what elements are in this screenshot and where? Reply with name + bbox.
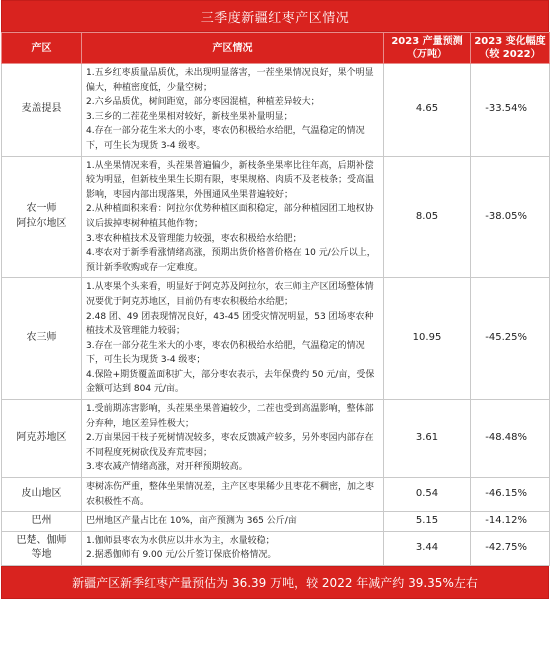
situation-item: 1.从坐果情况来看，头茬果普遍偏少，新枝条坐果率比往年高，后期补偿较为明显，但新枝坐果生长期有限，枣果规格、肉质不及老枝条；受高温影响，枣园内部出现落果，外围通风坐果普遍较好； — [86, 160, 375, 200]
situation-item: 3.三乡的二茬花坐果相对较好，新枝坐果补量明显； — [86, 111, 293, 122]
table-row — [2, 156, 550, 278]
situation-item: 2.万亩果园干枝子死树情况较多，枣农反馈减产较多，另外枣园内部存在不同程度死树砍伐及弃荒枣园； — [86, 433, 374, 458]
forecast-cell: 10.95 — [384, 278, 471, 400]
forecast-cell: 3.44 — [384, 531, 471, 565]
table-row — [2, 531, 550, 565]
region-name: 等地 — [31, 549, 52, 561]
report-sheet — [1, 0, 549, 599]
change-cell: -48.48% — [471, 400, 550, 478]
region-cell — [2, 478, 82, 512]
header-change: 2023 变化幅度（较 2022） — [471, 33, 550, 64]
situation-item: 2.48 团、49 团表现情况良好，43-45 团受灾情况明显，53 团场枣农种植技术及管理能力较弱； — [86, 311, 374, 337]
table-header-row — [2, 33, 550, 64]
change-cell: -46.15% — [471, 478, 550, 512]
situation-item: 巴州地区产量占比在 10%，亩产预测为 365 公斤/亩 — [86, 516, 297, 527]
forecast-cell: 0.54 — [384, 478, 471, 512]
region-name: 阿拉尔地区 — [16, 217, 67, 229]
production-table — [1, 32, 550, 566]
situation-cell — [82, 400, 384, 478]
change-cell: -42.75% — [471, 531, 550, 565]
table-row — [2, 478, 550, 512]
situation-item: 2.六乡品质优，树间距宽，部分枣园混植，种植差异较大； — [86, 97, 320, 108]
header-situation: 产区情况 — [82, 33, 384, 64]
situation-cell — [82, 156, 384, 278]
region-cell — [2, 64, 82, 157]
table-row — [2, 512, 550, 532]
situation-cell — [82, 278, 384, 400]
situation-item: 3.存在一部分花生米大的小枣，枣农仍积极给水给肥，气温稳定的情况下，可生长为现货 3-4 级枣； — [86, 340, 365, 366]
region-cell — [2, 156, 82, 278]
region-name: 皮山地区 — [21, 488, 62, 500]
region-name: 阿克苏地区 — [16, 432, 67, 444]
region-name: 麦盖提县 — [21, 103, 62, 115]
region-cell — [2, 531, 82, 565]
change-cell: -45.25% — [471, 278, 550, 400]
situation-item: 1.受前期冻害影响，头茬果坐果普遍较少，二茬也受到高温影响，整体部分弃种，地区差异性极大； — [86, 404, 374, 429]
situation-item: 2.据悉伽师有 9.00 元/公斤签订保底价格情况。 — [86, 550, 277, 561]
situation-item: 枣树冻伤严重，整体坐果情况差，主产区枣果稀少且枣花不稠密，加之枣农积极性不高。 — [86, 482, 375, 507]
header-forecast: 2023 产量预测（万吨） — [384, 33, 471, 64]
region-cell — [2, 400, 82, 478]
table-body — [2, 64, 550, 566]
table-row — [2, 278, 550, 400]
situation-item: 1.五乡红枣质量品质优，未出现明显落害，一茬坐果情况良好，果个明显偏大，种植密度低，少量空树； — [86, 68, 374, 93]
situation-item: 4.枣农对于新季看涨情绪高涨，预期出货价格普价格在 10 元/公斤以上，预计新季收购或存一定难度。 — [86, 248, 376, 273]
forecast-cell: 5.15 — [384, 512, 471, 532]
summary-bar: 新疆产区新季红枣产量预估为 36.39 万吨，较 2022 年减产约 39.35%左右 — [1, 566, 549, 599]
region-name: 农三师 — [26, 332, 57, 344]
region-cell — [2, 278, 82, 400]
forecast-cell: 8.05 — [384, 156, 471, 278]
change-cell: -14.12% — [471, 512, 550, 532]
header-region: 产区 — [2, 33, 82, 64]
situation-item: 1.伽师县枣农为水供应以井水为主，水量较稳； — [86, 535, 275, 546]
situation-item: 4.保险+期货覆盖面积扩大，部分枣农表示，去年保费约 50 元/亩，受保金额可达到 804 元/亩。 — [86, 369, 375, 395]
situation-item: 1.从枣果个头来看，明显好于阿克苏及阿拉尔，农三师主产区团场整体情况要优于阿克苏地区，目前仍有枣农积极给水给肥； — [86, 282, 374, 307]
situation-item: 3.枣农减产情绪高涨，对开秤预期较高。 — [86, 462, 248, 473]
region-cell — [2, 512, 82, 532]
situation-cell — [82, 512, 384, 532]
report-title: 三季度新疆红枣产区情况 — [1, 0, 549, 32]
situation-cell — [82, 64, 384, 157]
region-name: 巴楚、伽师 — [16, 534, 67, 546]
situation-item: 3.枣农种植技术及管理能力较强，枣农积极给水给肥； — [86, 233, 302, 244]
region-name: 农一师 — [26, 203, 57, 215]
table-row — [2, 400, 550, 478]
forecast-cell: 4.65 — [384, 64, 471, 157]
region-name: 巴州 — [31, 515, 52, 527]
situation-cell — [82, 478, 384, 512]
situation-item: 4.存在一部分花生米大的小枣，枣农仍积极给水给肥，气温稳定的情况下，可生长为现货 3-4 级枣。 — [86, 126, 365, 151]
change-cell: -38.05% — [471, 156, 550, 278]
table-row — [2, 64, 550, 157]
forecast-cell: 3.61 — [384, 400, 471, 478]
situation-item: 2.从种植面积来看：阿拉尔优势种植区面积稳定，部分种植园团工地权协议后拔掉枣树种植其他作物； — [86, 204, 374, 229]
change-cell: -33.54% — [471, 64, 550, 157]
situation-cell — [82, 531, 384, 565]
